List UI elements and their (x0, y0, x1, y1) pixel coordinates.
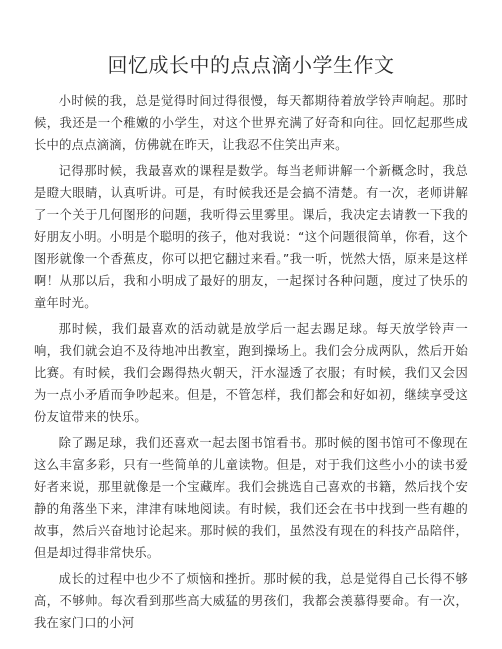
paragraph-3: 那时候，我们最喜欢的活动就是放学后一起去踢足球。每天放学铃声一响，我们就会迫不及待地冲出教室，跑到操场上。我们会分成两队，然后开始比赛。有时候，我们会踢得热火朝天，汗水湿透了衣服；有时候，我们又会因为一点小矛盾而争吵起来。但是，不管怎样，我们都会和好如初，继续享受这份友谊带来的快乐。 (34, 322, 468, 424)
paragraph-1: 小时候的我，总是觉得时间过得很慢，每天都期待着放学铃声响起。那时候，我还是一个稚嫩的小学生，对这个世界充满了好奇和向往。回忆起那些成长中的点点滴滴，仿佛就在昨天，让我忍不住笑出声来。 (34, 94, 468, 152)
document-title: 回忆成长中的点点滴小学生作文 (107, 53, 395, 77)
paragraph-2: 记得那时候，我最喜欢的课程是数学。每当老师讲解一个新概念时，我总是瞪大眼睛，认真听讲。可是，有时候我还是会搞不清楚。有一次，老师讲解了一个关于几何图形的问题，我听得云里雾里。课后，我决定去请教一下我的好朋友小明。小明是个聪明的孩子，他对我说：“这个问题很简单，你看，这个图形就像一个香蕉皮，你可以把它翻过来看。”我一听，恍然大悟，原来是这样啊！从那以后，我和小明成了最好的朋友，一起探讨各种问题，度过了快乐的童年时光。 (34, 164, 468, 310)
paragraph-4: 除了踢足球，我们还喜欢一起去图书馆看书。那时候的图书馆可不像现在这么丰富多彩，只有一些简单的儿童读物。但是，对于我们这些小小的读书爱好者来说，那里就像是一个宝藏库。我们会挑选自己喜欢的书籍，然后找个安静的角落坐下来，津津有味地阅读。有时候，我们还会在书中找到一些有趣的故事，然后兴奋地讨论起来。那时候的我们，虽然没有现在的科技产品陪伴，但是却过得非常快乐。 (34, 436, 468, 560)
paragraph-5: 成长的过程中也少不了烦恼和挫折。那时候的我，总是觉得自己长得不够高，不够帅。每次看到那些高大威猛的男孩们，我都会羡慕得要命。有一次，我在家门口的小河 (34, 572, 468, 630)
